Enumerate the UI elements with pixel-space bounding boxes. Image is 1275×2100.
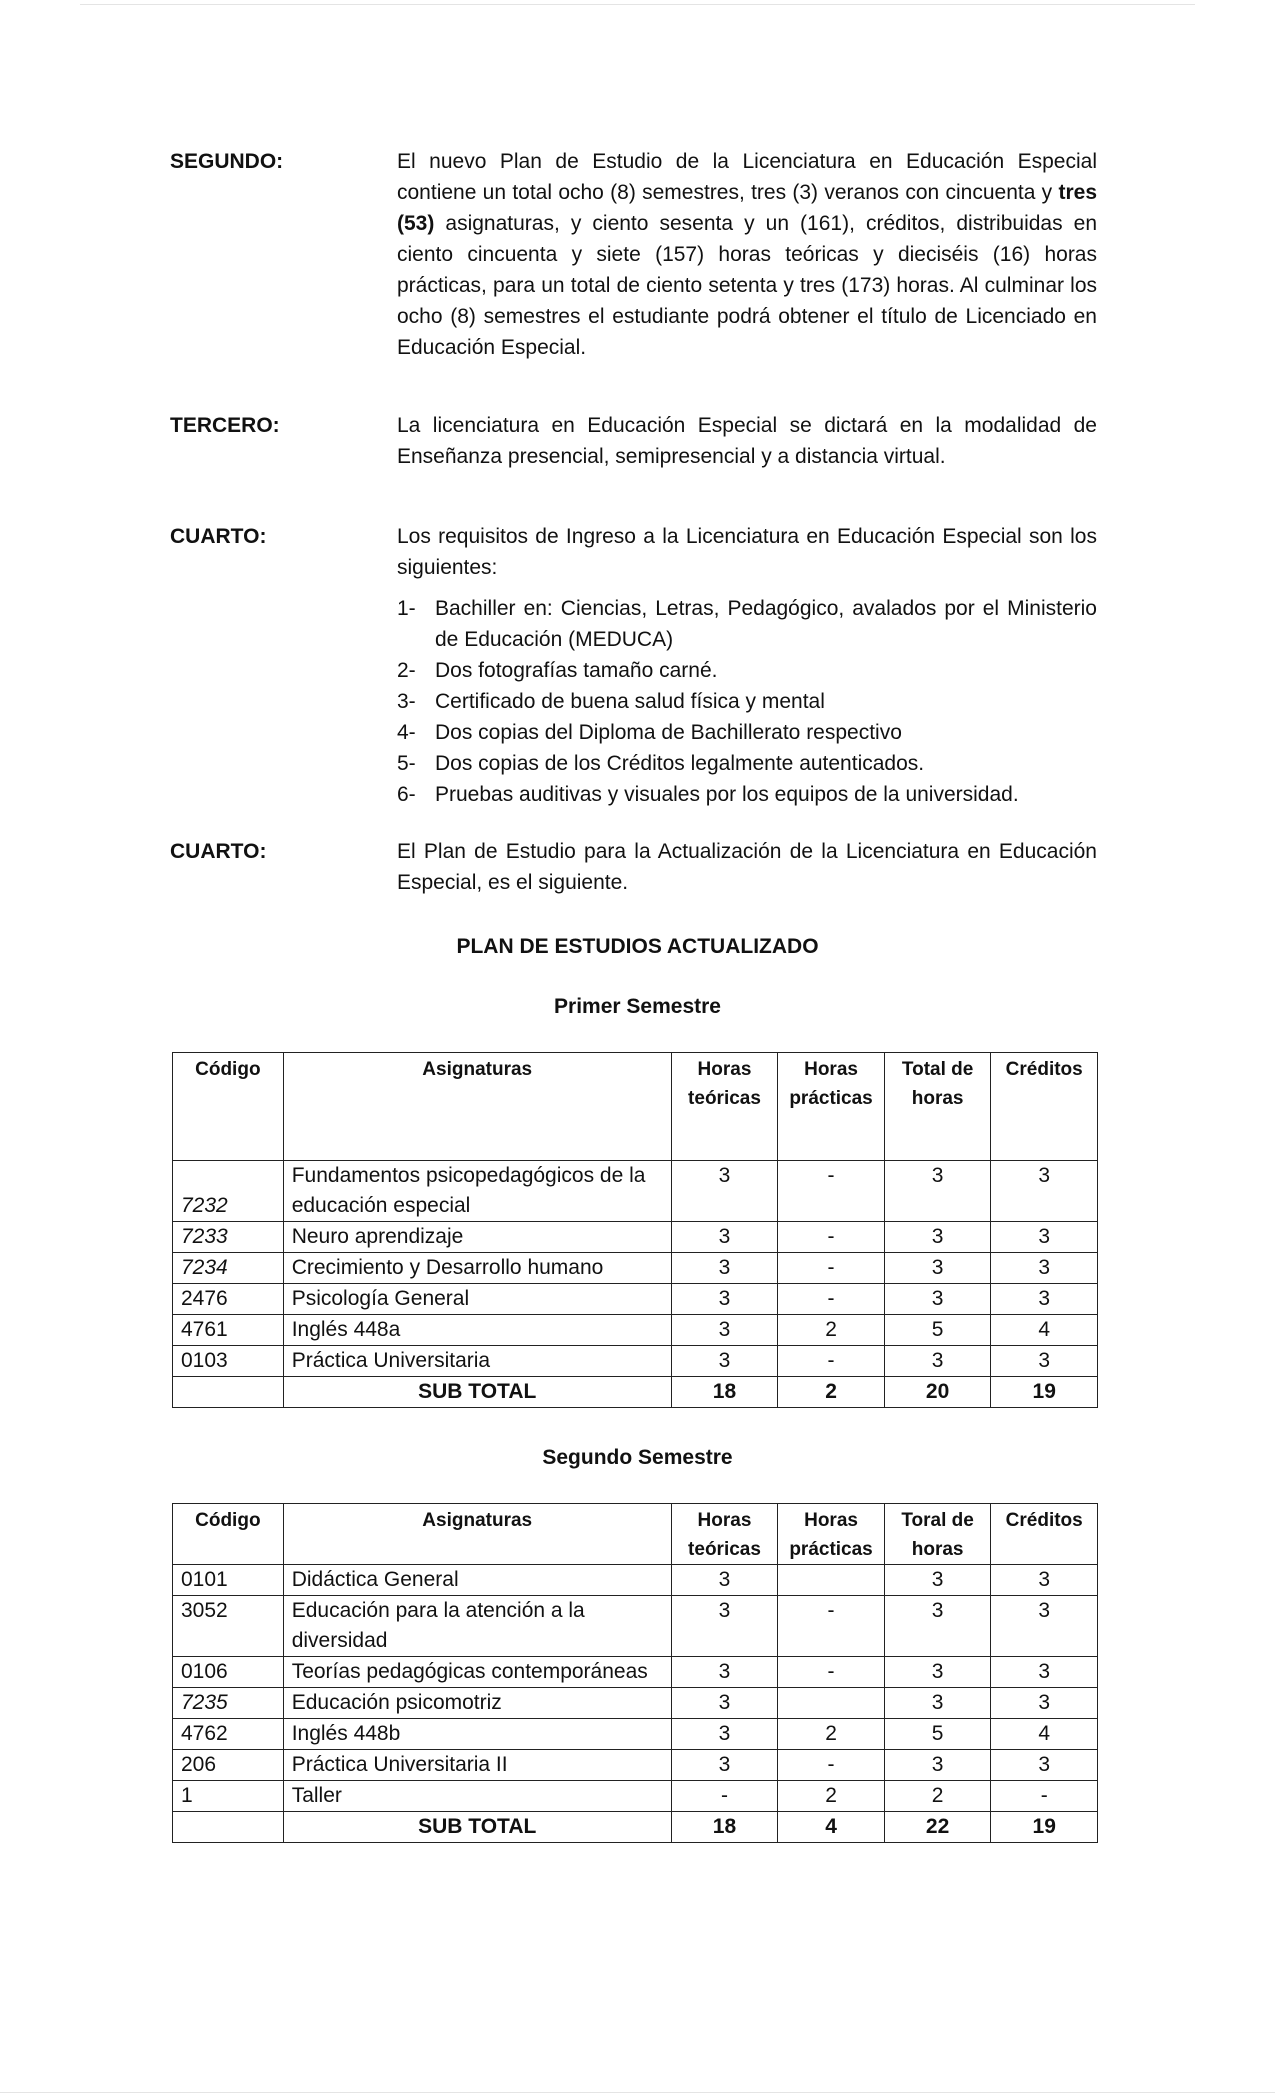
cell-subject: Fundamentos psicopedagógicos de la educación especial xyxy=(283,1161,671,1222)
header-total xyxy=(884,1053,991,1161)
header-code: Código xyxy=(173,1504,284,1565)
semester-title: Primer Semestre xyxy=(554,995,721,1018)
header-subject: Asignaturas xyxy=(283,1504,671,1565)
cell-credits: - xyxy=(991,1781,1098,1812)
cell-total: 3 xyxy=(884,1161,991,1222)
cell-total: 2 xyxy=(884,1781,991,1812)
requirements-list xyxy=(397,593,1097,810)
subtotal-total: 22 xyxy=(884,1812,991,1843)
cell-code: 0106 xyxy=(173,1657,284,1688)
table-row xyxy=(173,1750,1098,1781)
cell-total: 3 xyxy=(884,1222,991,1253)
clause-tercero xyxy=(170,410,1098,474)
cell-code: 0103 xyxy=(173,1346,284,1377)
cell-theory: 3 xyxy=(671,1750,778,1781)
header-line: teóricas xyxy=(688,1539,761,1560)
table-row xyxy=(173,1657,1098,1688)
cell-credits: 3 xyxy=(991,1284,1098,1315)
cell-practice xyxy=(778,1688,885,1719)
cell-theory: 3 xyxy=(671,1222,778,1253)
cell-theory: 3 xyxy=(671,1284,778,1315)
clause-cuarto-requisitos xyxy=(170,521,1098,811)
clause-body xyxy=(397,521,1097,810)
cell-credits: 3 xyxy=(991,1222,1098,1253)
cell-code: 7235 xyxy=(173,1688,284,1719)
list-item xyxy=(397,717,1097,748)
cell-practice: 2 xyxy=(778,1719,885,1750)
list-item-text: Pruebas auditivas y visuales por los equipos de la universidad. xyxy=(435,783,1019,806)
cell-theory: 3 xyxy=(671,1315,778,1346)
list-item-text: Bachiller en: Ciencias, Letras, Pedagógico, avalados por el Ministerio de Educación (MEDUCA) xyxy=(435,597,1097,651)
clause-label: TERCERO: xyxy=(170,414,280,437)
cell-practice: - xyxy=(778,1346,885,1377)
cell-practice xyxy=(778,1565,885,1596)
cell-total: 3 xyxy=(884,1346,991,1377)
clause-label: CUARTO: xyxy=(170,525,267,548)
list-item-text: Dos copias de los Créditos legalmente autenticados. xyxy=(435,752,925,775)
clause-cuarto-plan xyxy=(170,836,1098,900)
cell-practice: - xyxy=(778,1657,885,1688)
cell-code: 0101 xyxy=(173,1565,284,1596)
list-item xyxy=(397,686,1097,717)
list-item-text: Dos fotografías tamaño carné. xyxy=(435,659,718,682)
cell-theory: 3 xyxy=(671,1565,778,1596)
clause-text: El nuevo Plan de Estudio de la Licenciatura en Educación Especial contiene un total ocho (8) semestres, tres (3) veranos con cincuenta y xyxy=(397,150,1097,204)
cell-subject: Educación psicomotriz xyxy=(283,1688,671,1719)
cell-code: 7232 xyxy=(173,1161,284,1222)
cell-total: 3 xyxy=(884,1688,991,1719)
table-header-row xyxy=(173,1504,1098,1565)
header-theory xyxy=(671,1504,778,1565)
header-subject: Asignaturas xyxy=(283,1053,671,1161)
list-item-number: 4- xyxy=(397,721,416,744)
table-row xyxy=(173,1253,1098,1284)
subtotal-label: SUB TOTAL xyxy=(283,1812,671,1843)
cell-credits: 3 xyxy=(991,1161,1098,1222)
cell-code: 4761 xyxy=(173,1315,284,1346)
list-item xyxy=(397,779,1097,810)
table-row xyxy=(173,1161,1098,1222)
cell-credits: 3 xyxy=(991,1346,1098,1377)
cell-theory: 3 xyxy=(671,1719,778,1750)
table-row xyxy=(173,1222,1098,1253)
cell-subject: Inglés 448a xyxy=(283,1315,671,1346)
clause-label: CUARTO: xyxy=(170,840,267,863)
cell-practice: - xyxy=(778,1284,885,1315)
cell-total: 3 xyxy=(884,1284,991,1315)
cell-total: 3 xyxy=(884,1565,991,1596)
list-item xyxy=(397,748,1097,779)
table-row xyxy=(173,1719,1098,1750)
clause-text-bold: tres (53) xyxy=(397,181,1097,235)
list-item-number: 2- xyxy=(397,659,416,682)
clause-segundo xyxy=(170,146,1098,366)
cell-theory: 3 xyxy=(671,1657,778,1688)
table-row xyxy=(173,1781,1098,1812)
cell-subject: Crecimiento y Desarrollo humano xyxy=(283,1253,671,1284)
header-practice xyxy=(778,1053,885,1161)
header-credits: Créditos xyxy=(991,1504,1098,1565)
list-item-number: 1- xyxy=(397,597,416,620)
cell-practice: - xyxy=(778,1596,885,1657)
plan-title: PLAN DE ESTUDIOS ACTUALIZADO xyxy=(456,935,819,958)
list-item-number: 6- xyxy=(397,783,416,806)
cell-total: 5 xyxy=(884,1719,991,1750)
cell-total: 3 xyxy=(884,1657,991,1688)
cell-subject: Teorías pedagógicas contemporáneas xyxy=(283,1657,671,1688)
header-line: prácticas xyxy=(789,1088,873,1109)
header-line: Horas xyxy=(804,1059,858,1080)
subtotal-theory: 18 xyxy=(671,1377,778,1408)
table-row xyxy=(173,1284,1098,1315)
subtotal-total: 20 xyxy=(884,1377,991,1408)
subtotal-label: SUB TOTAL xyxy=(283,1377,671,1408)
cell-theory: 3 xyxy=(671,1688,778,1719)
semester-table-1 xyxy=(172,1052,1098,1408)
cell-practice: 2 xyxy=(778,1315,885,1346)
cell-empty xyxy=(173,1812,284,1843)
header-theory xyxy=(671,1053,778,1161)
cell-code: 2476 xyxy=(173,1284,284,1315)
scan-edge-line xyxy=(0,2092,1275,2093)
header-line: teóricas xyxy=(688,1088,761,1109)
header-practice xyxy=(778,1504,885,1565)
header-line: Horas xyxy=(697,1510,752,1531)
cell-practice: - xyxy=(778,1253,885,1284)
cell-practice: - xyxy=(778,1161,885,1222)
header-code: Código xyxy=(173,1053,284,1161)
cell-theory: 3 xyxy=(671,1253,778,1284)
cell-code: 7234 xyxy=(173,1253,284,1284)
header-line: Horas xyxy=(697,1059,752,1080)
cell-subject: Práctica Universitaria II xyxy=(283,1750,671,1781)
cell-practice: - xyxy=(778,1750,885,1781)
clause-label: SEGUNDO: xyxy=(170,150,284,173)
clause-body: El Plan de Estudio para la Actualización de la Licenciatura en Educación Especial, es el siguiente. xyxy=(397,840,1097,894)
cell-theory: 3 xyxy=(671,1596,778,1657)
cell-credits: 3 xyxy=(991,1657,1098,1688)
cell-subject: Taller xyxy=(283,1781,671,1812)
header-line: horas xyxy=(911,1539,964,1560)
subtotal-credits: 19 xyxy=(991,1377,1098,1408)
table-row xyxy=(173,1596,1098,1657)
cell-code: 206 xyxy=(173,1750,284,1781)
list-item xyxy=(397,655,1097,686)
clause-text: asignaturas, y ciento sesenta y un (161), créditos, distribuidas en ciento cincuenta y siete (157) horas teóricas y dieciséis (16) horas prácticas, para un total de ciento setenta y tres (173) horas. Al culminar los ocho (8) semestres el estudiante podrá obtener el título de Licenciado en Educación Especial. xyxy=(397,212,1097,359)
cell-credits: 3 xyxy=(991,1565,1098,1596)
cell-credits: 4 xyxy=(991,1315,1098,1346)
cell-theory: 3 xyxy=(671,1346,778,1377)
scan-edge-line xyxy=(80,4,1195,5)
list-item-text: Certificado de buena salud física y mental xyxy=(435,690,825,713)
list-item-number: 3- xyxy=(397,690,416,713)
header-line: Toral de xyxy=(901,1510,974,1531)
table-row xyxy=(173,1688,1098,1719)
semester-title: Segundo Semestre xyxy=(542,1446,733,1469)
subtotal-credits: 19 xyxy=(991,1812,1098,1843)
table-row xyxy=(173,1315,1098,1346)
cell-subject: Educación para la atención a la diversidad xyxy=(283,1596,671,1657)
list-item-number: 5- xyxy=(397,752,416,775)
header-line: Total de xyxy=(901,1059,974,1080)
cell-total: 5 xyxy=(884,1315,991,1346)
cell-credits: 4 xyxy=(991,1719,1098,1750)
cell-empty xyxy=(173,1377,284,1408)
cell-credits: 3 xyxy=(991,1750,1098,1781)
cell-theory: - xyxy=(671,1781,778,1812)
subtotal-row xyxy=(173,1377,1098,1408)
header-credits: Créditos xyxy=(991,1053,1098,1161)
subtotal-row xyxy=(173,1812,1098,1843)
cell-subject: Práctica Universitaria xyxy=(283,1346,671,1377)
header-line: horas xyxy=(911,1088,964,1109)
subtotal-practice: 2 xyxy=(778,1377,885,1408)
clause-intro: Los requisitos de Ingreso a la Licenciatura en Educación Especial son los siguientes: xyxy=(397,525,1097,579)
clause-body xyxy=(397,146,1097,363)
cell-code: 4762 xyxy=(173,1719,284,1750)
semester-table-2 xyxy=(172,1503,1098,1843)
header-line: prácticas xyxy=(789,1539,873,1560)
list-item xyxy=(397,593,1097,655)
cell-code: 3052 xyxy=(173,1596,284,1657)
cell-subject: Inglés 448b xyxy=(283,1719,671,1750)
subtotal-theory: 18 xyxy=(671,1812,778,1843)
cell-practice: - xyxy=(778,1222,885,1253)
subtotal-practice: 4 xyxy=(778,1812,885,1843)
cell-code: 7233 xyxy=(173,1222,284,1253)
list-item-text: Dos copias del Diploma de Bachillerato respectivo xyxy=(435,721,902,744)
cell-total: 3 xyxy=(884,1750,991,1781)
cell-total: 3 xyxy=(884,1253,991,1284)
clause-body: La licenciatura en Educación Especial se dictará en la modalidad de Enseñanza presencial, semipresencial y a distancia virtual. xyxy=(397,414,1097,468)
table-header-row xyxy=(173,1053,1098,1161)
cell-code: 1 xyxy=(173,1781,284,1812)
header-total xyxy=(884,1504,991,1565)
cell-subject: Psicología General xyxy=(283,1284,671,1315)
cell-theory: 3 xyxy=(671,1161,778,1222)
cell-total: 3 xyxy=(884,1596,991,1657)
cell-subject: Neuro aprendizaje xyxy=(283,1222,671,1253)
cell-subject: Didáctica General xyxy=(283,1565,671,1596)
cell-practice: 2 xyxy=(778,1781,885,1812)
header-line: Horas xyxy=(804,1510,858,1531)
table-row xyxy=(173,1565,1098,1596)
table-row xyxy=(173,1346,1098,1377)
cell-credits: 3 xyxy=(991,1688,1098,1719)
cell-credits: 3 xyxy=(991,1596,1098,1657)
cell-credits: 3 xyxy=(991,1253,1098,1284)
